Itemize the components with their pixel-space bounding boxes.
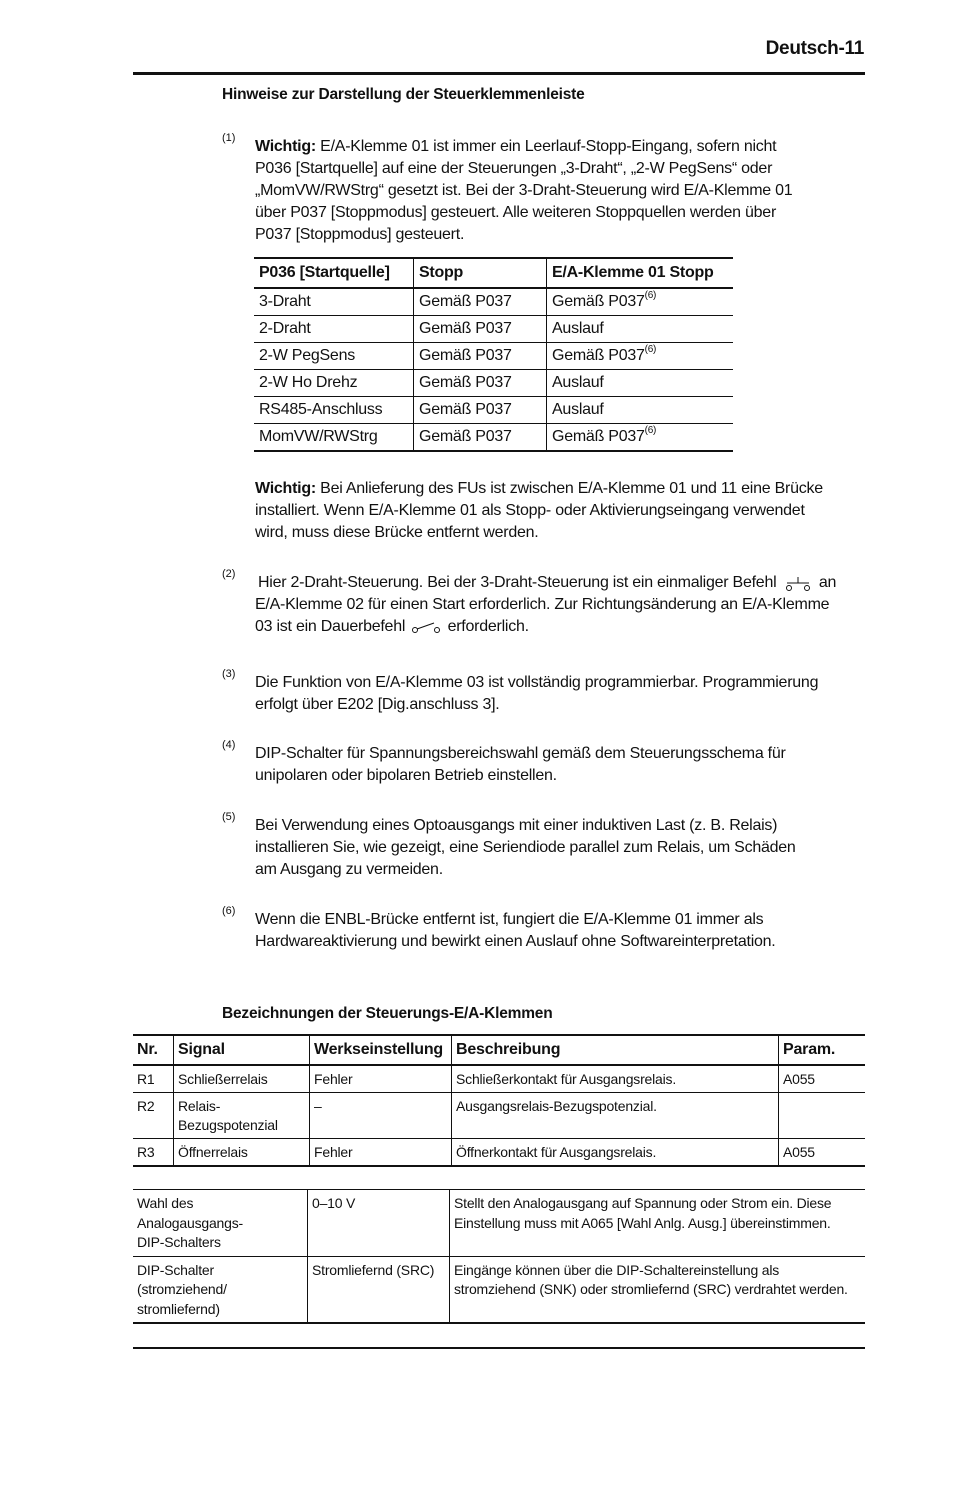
note-4 (255, 743, 786, 787)
table-cell (779, 1093, 866, 1139)
table-cell: Fehler (310, 1139, 452, 1167)
table-row (133, 1093, 865, 1139)
note-5-line: Bei Verwendung eines Optoausgangs mit einer induktiven Last (z. B. Relais) (255, 817, 778, 834)
section-heading-terminals: Bezeichnungen der Steuerungs-E/A-Klemmen (222, 1005, 553, 1022)
cell-text: Gemäß P037 (552, 347, 645, 364)
table-cell (547, 288, 734, 316)
note-number-5: (5) (222, 811, 236, 823)
stop-mode-table (254, 257, 733, 452)
note-6-line: Wenn die ENBL-Brücke entfernt ist, fungiert die E/A-Klemme 01 immer als (255, 911, 764, 928)
pushbutton-symbol-icon (781, 574, 815, 592)
table-cell: Gemäß P037 (414, 316, 547, 343)
table-cell: Gemäß P037 (414, 343, 547, 370)
note-1-line: E/A-Klemme 01 ist immer ein Leerlauf-Stopp-Eingang, sofern nicht (320, 138, 777, 155)
note-2-line: 03 ist ein Dauerbefehl (255, 618, 406, 635)
section-heading-notes: Hinweise zur Darstellung der Steuerklemmenleiste (222, 86, 585, 103)
table-cell: Stellt den Analogausgang auf Spannung oder Strom ein. Diese Einstellung muss mit A065 [Wahl Anlg. Ausg.] übereinstimmen. (450, 1190, 866, 1257)
table-cell: DIP-Schalter (stromziehend/ stromliefernd) (133, 1256, 308, 1323)
table-cell: R3 (133, 1139, 174, 1167)
note-1-line: „MomVW/RWStrg“ gesetzt ist. Bei der 3-Draht-Steuerung wird E/A-Klemme 01 (255, 182, 793, 199)
table-cell: Gemäß P037 (414, 424, 547, 452)
table-cell: Fehler (310, 1065, 452, 1093)
note-1-bold: Wichtig: (255, 138, 316, 155)
table-cell: 2-Draht (254, 316, 414, 343)
note-2 (255, 572, 875, 638)
note-1-line: P036 [Startquelle] auf eine der Steuerungen „3-Draht“, „2-W PegSens“ oder (255, 160, 773, 177)
dip-switch-table (133, 1189, 865, 1324)
table-cell: Öffnerkontakt für Ausgangsrelais. (452, 1139, 779, 1167)
table-cell (547, 370, 734, 397)
footnote-ref: (6) (644, 289, 657, 301)
table-cell: A055 (779, 1139, 866, 1167)
note-1-line: über P037 [Stoppmodus] gesteuert. Alle weiteren Stoppquellen werden über (255, 204, 777, 221)
table-cell (547, 316, 734, 343)
note-5 (255, 815, 796, 881)
table-row (254, 343, 733, 370)
table-cell: 3-Draht (254, 288, 414, 316)
table-cell: Schließerrelais (174, 1065, 310, 1093)
table-row (254, 316, 733, 343)
note-number-6: (6) (222, 905, 236, 917)
table-row (133, 1190, 865, 1257)
table-cell: 2-W PegSens (254, 343, 414, 370)
table-cell: Gemäß P037 (414, 397, 547, 424)
table-cell: – (310, 1093, 452, 1139)
table-cell: R1 (133, 1065, 174, 1093)
note-1-line: P037 [Stoppmodus] gesteuert. (255, 226, 465, 243)
column-header: Nr. (133, 1035, 174, 1065)
table-cell: 2-W Ho Drehz (254, 370, 414, 397)
table-row (254, 288, 733, 316)
cell-text: Auslauf (552, 374, 604, 391)
note-2-line: E/A-Klemme 02 für einen Start erforderlich. Zur Richtungsänderung an E/A-Klemme (255, 596, 830, 613)
footnote-ref: (6) (644, 424, 657, 436)
column-header: Param. (779, 1035, 866, 1065)
note-number-4: (4) (222, 739, 236, 751)
note-2-line: Hier 2-Draht-Steuerung. Bei der 3-Draht-Steuerung ist ein einmaliger Befehl (258, 574, 777, 591)
note-2-line: an (818, 574, 837, 591)
note-5-line: am Ausgang zu vermeiden. (255, 861, 443, 878)
important-bold: Wichtig: (255, 480, 316, 497)
table-cell: A055 (779, 1065, 866, 1093)
important-note-bridge (255, 478, 823, 544)
note-3 (255, 672, 818, 716)
table-cell: Öffnerrelais (174, 1139, 310, 1167)
io-terminal-table (133, 1034, 865, 1167)
table-cell: Ausgangsrelais-Bezugspotenzial. (452, 1093, 779, 1139)
table-row (254, 424, 733, 452)
note-5-line: installieren Sie, wie gezeigt, eine Seriendiode parallel zum Relais, um Schäden (255, 839, 796, 856)
cell-text: Gemäß P037 (552, 293, 645, 310)
note-4-line: DIP-Schalter für Spannungsbereichswahl gemäß dem Steuerungsschema für (255, 745, 786, 762)
note-3-line: Die Funktion von E/A-Klemme 03 ist vollständig programmierbar. Programmierung (255, 674, 819, 691)
footer-rule (133, 1347, 865, 1349)
column-header: Stopp (414, 258, 547, 288)
note-number-3: (3) (222, 668, 236, 680)
table-cell: R2 (133, 1093, 174, 1139)
table-cell: Schließerkontakt für Ausgangsrelais. (452, 1065, 779, 1093)
column-header: Signal (174, 1035, 310, 1065)
table-cell: RS485-Anschluss (254, 397, 414, 424)
table-cell: Wahl des Analogausgangs- DIP-Schalters (133, 1190, 308, 1257)
table-cell (547, 343, 734, 370)
table-cell (547, 424, 734, 452)
table-cell: Relais- Bezugspotenzial (174, 1093, 310, 1139)
table-row (254, 370, 733, 397)
note-3-line: erfolgt über E202 [Dig.anschluss 3]. (255, 696, 500, 713)
cell-text: Auslauf (552, 320, 604, 337)
note-2-line: erforderlich. (447, 618, 529, 635)
important-line: installiert. Wenn E/A-Klemme 01 als Stopp- oder Aktivierungseingang verwendet (255, 502, 805, 519)
important-line: Bei Anlieferung des FUs ist zwischen E/A-Klemme 01 und 11 eine Brücke (320, 480, 823, 497)
table-cell: 0–10 V (308, 1190, 450, 1257)
important-line: wird, muss diese Brücke entfernt werden. (255, 524, 539, 541)
table-cell: Stromliefernd (SRC) (308, 1256, 450, 1323)
column-header: E/A-Klemme 01 Stopp (547, 258, 734, 288)
header-rule (133, 72, 865, 75)
table-row (254, 397, 733, 424)
table-row (133, 1256, 865, 1323)
table-header-row (254, 258, 733, 288)
column-header: P036 [Startquelle] (254, 258, 414, 288)
table-cell: Gemäß P037 (414, 370, 547, 397)
cell-text: Gemäß P037 (552, 428, 645, 445)
note-6 (255, 909, 775, 953)
page-header-title: Deutsch-11 (765, 38, 864, 59)
table-header-row (133, 1035, 865, 1065)
note-6-line: Hardwareaktivierung und bewirkt einen Auslauf ohne Softwareinterpretation. (255, 933, 776, 950)
column-header: Werkseinstellung (310, 1035, 452, 1065)
note-4-line: unipolaren oder bipolaren Betrieb einstellen. (255, 767, 557, 784)
table-cell: Eingänge können über die DIP-Schaltereinstellung als stromziehend (SNK) oder stromliefernd (SRC) verdrahtet werden. (450, 1256, 866, 1323)
note-1 (255, 136, 792, 246)
table-cell: MomVW/RWStrg (254, 424, 414, 452)
footnote-ref: (6) (644, 343, 657, 355)
cell-text: Auslauf (552, 401, 604, 418)
table-cell: Gemäß P037 (414, 288, 547, 316)
note-number-1: (1) (222, 132, 236, 144)
table-row (133, 1139, 865, 1167)
table-row (133, 1065, 865, 1093)
note-number-2: (2) (222, 568, 236, 580)
column-header: Beschreibung (452, 1035, 779, 1065)
table-cell (547, 397, 734, 424)
maintained-switch-symbol-icon (409, 619, 443, 635)
